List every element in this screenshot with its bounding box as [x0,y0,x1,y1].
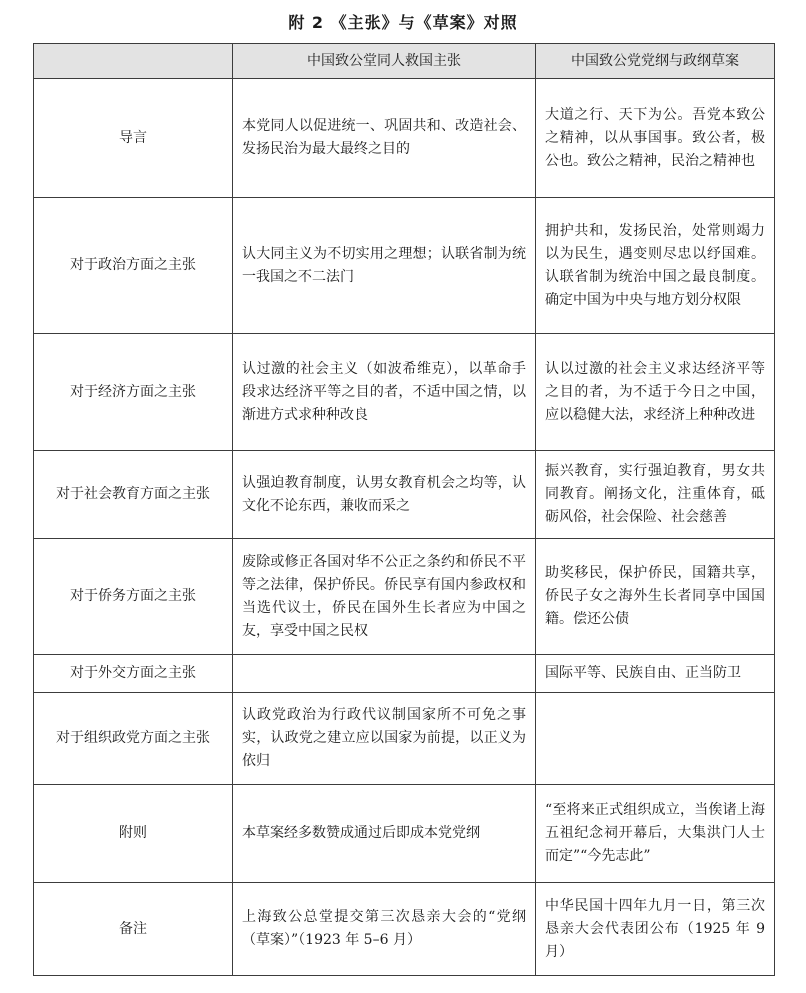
header-row [34,44,775,79]
row-label: 对于外交方面之主张 [34,655,233,693]
row-label: 备注 [34,883,233,976]
table-row [34,198,775,334]
zhuzhang-cell: 认政党政治为行政代议制国家所不可免之事实，认政党之建立应以国家为前提，以正义为依归 [233,693,536,785]
table-row [34,539,775,655]
zhuzhang-cell: 本草案经多数赞成通过后即成本党党纲 [233,785,536,883]
table-row [34,785,775,883]
zhuzhang-cell: 废除或修正各国对华不公正之条约和侨民不平等之法律，保护侨民。侨民享有国内参政权和当选代议士，侨民在国外生长者应为中国之友，享受中国之民权 [233,539,536,655]
table-row [34,451,775,539]
table-row [34,334,775,451]
row-label: 对于政治方面之主张 [34,198,233,334]
caoan-cell: 助奖移民，保护侨民，国籍共享，侨民子女之海外生长者同享中国国籍。偿还公债 [536,539,775,655]
row-label: 对于社会教育方面之主张 [34,451,233,539]
header-caoan: 中国致公党党纲与政纲草案 [536,44,775,79]
caoan-cell: 振兴教育，实行强迫教育，男女共同教育。阐扬文化，注重体育，砥砺风俗，社会保险、社会慈善 [536,451,775,539]
zhuzhang-cell: 本党同人以促进统一、巩固共和、改造社会、发扬民治为最大最终之目的 [233,79,536,198]
comparison-table [33,43,775,976]
zhuzhang-cell: 认大同主义为不切实用之理想；认联省制为统一我国之不二法门 [233,198,536,334]
row-label: 对于侨务方面之主张 [34,539,233,655]
caoan-cell: 中华民国十四年九月一日，第三次恳亲大会代表团公布（1925 年 9 月） [536,883,775,976]
table-row [34,693,775,785]
caoan-cell: 大道之行、天下为公。吾党本致公之精神，以从事国事。致公者，极公也。致公之精神，民治之精神也 [536,79,775,198]
zhuzhang-cell: 认强迫教育制度，认男女教育机会之均等，认文化不论东西，兼收而采之 [233,451,536,539]
row-label: 导言 [34,79,233,198]
header-zhuzhang: 中国致公堂同人救国主张 [233,44,536,79]
caoan-cell: 拥护共和，发扬民治，处常则竭力以为民生，遇变则尽忠以纾国难。认联省制为统治中国之最良制度。确定中国为中央与地方划分权限 [536,198,775,334]
zhuzhang-cell: 上海致公总堂提交第三次恳亲大会的“党纲（草案）”（1923 年 5–6 月） [233,883,536,976]
row-label: 对于经济方面之主张 [34,334,233,451]
zhuzhang-cell [233,655,536,693]
caoan-cell [536,693,775,785]
caoan-cell: “至将来正式组织成立，当俟诸上海五祖纪念祠开幕后，大集洪门人士而定”“今先志此” [536,785,775,883]
caoan-cell: 国际平等、民族自由、正当防卫 [536,655,775,693]
caoan-cell: 认以过激的社会主义求达经济平等之目的者，为不适于今日之中国，应以稳健大法，求经济上种种改进 [536,334,775,451]
table-row [34,883,775,976]
table-row [34,655,775,693]
zhuzhang-cell: 认过激的社会主义（如波希维克），以革命手段求达经济平等之目的者，不适中国之情，以渐进方式求种种改良 [233,334,536,451]
table-title: 附 2 《主张》与《草案》对照 [288,13,518,32]
row-label: 附则 [34,785,233,883]
row-label: 对于组织政党方面之主张 [34,693,233,785]
table-row [34,79,775,198]
header-blank [34,44,233,79]
